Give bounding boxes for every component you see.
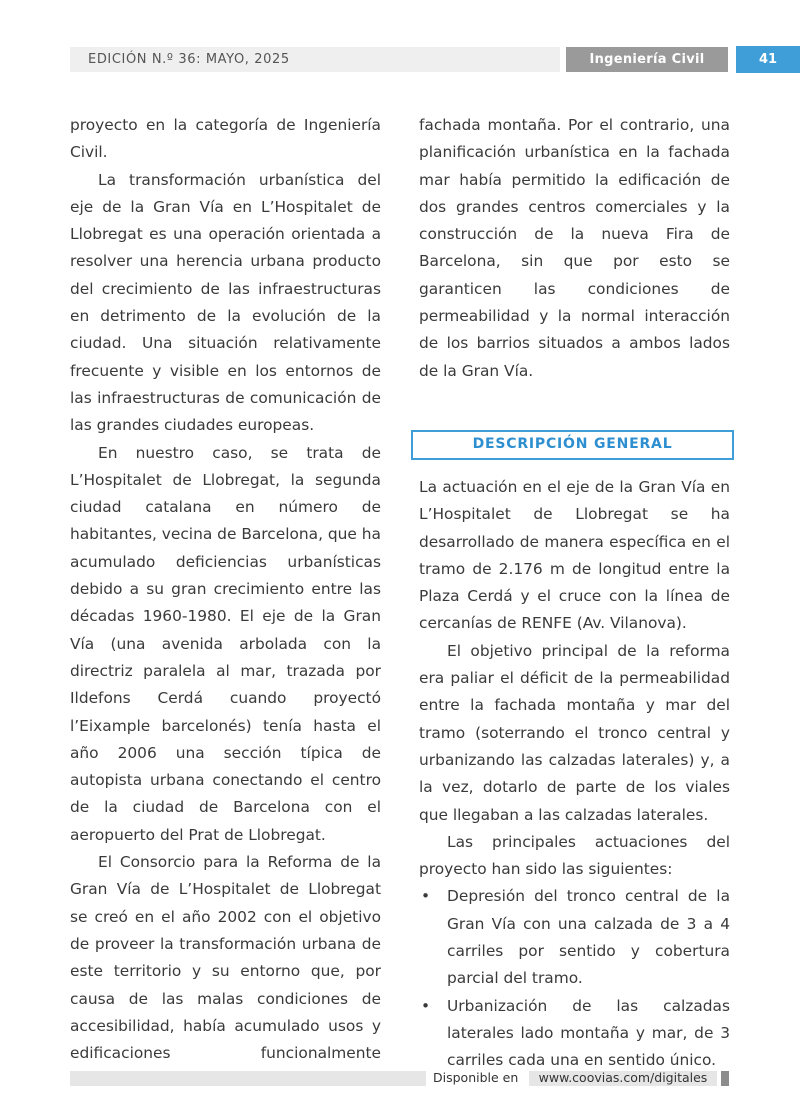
list-item [419,993,730,1075]
paragraph: La transformación urbanística del eje de la Gran Vía en L’Hospitalet de Llobregat es una operación orientada a resolver una herencia urbana producto del crecimiento de las infraestructuras en detrimento de la evolución de la ciudad. Una situación relativamente frecuente y visible en los entornos de las infraestructuras de comunicación de las grandes ciudades europeas. [70,170,381,435]
edition-label: EDICIÓN N.º 36: MAYO, 2025 [88,52,290,67]
paragraph: El objetivo principal de la reforma era paliar el déficit de la permeabilidad entre la fachada montaña y mar del tramo (soterrando el tronco central y urbanizando las calzadas laterales) y, a la vez, dotarlo de parte de los viales que llegaban a las calzadas laterales. [419,641,730,824]
paragraph: fachada montaña. Por el contrario, una planificación urbanística en la fachada mar había permitido la edificación de dos grandes centros comerciales y la construcción de la nueva Fira de Barcelona, sin que por esto se garanticen las condiciones de permeabilidad y la normal interacción de los barrios situados a ambos lados de la Gran Vía. [419,116,730,380]
footer-label: Disponible en [433,1070,519,1085]
paragraph: En nuestro caso, se trata de L’Hospitalet de Llobregat, la segunda ciudad catalana en número de habitantes, vecina de Barcelona, que ha acumulado deficiencias urbanísticas debido a su gran crecimiento entre las décadas 1960-1980. El eje de la Gran Vía (una avenida arbolada con la directriz paralela al mar, trazada por Ildefons Cerdá cuando proyectó l’Eixample barcelonés) tenía hasta el año 2006 una sección típica de autopista urbana conectando el centro de la ciudad de Barcelona con el aeropuerto del Prat de Llobregat. [70,443,381,844]
paragraph: El Consorcio para la Reforma de la Gran Vía de L’Hospitalet de Llobregat se creó en el año 2002 con el objetivo de proveer la transformación urbana de este territorio y su entorno que, por causa de las malas condiciones de accesibilidad, había acumulado usos y edificaciones funcionalmente [70,853,381,1063]
right-column [419,112,730,1075]
footer-url-link[interactable]: www.coovias.com/digitales [538,1070,708,1085]
bullet-list [419,883,730,1074]
bullet-icon: • [421,996,431,1015]
footer-end-block [721,1071,729,1086]
paragraph: proyecto en la categoría de Ingeniería Civil. [70,116,381,162]
footer-bar [70,1071,426,1086]
bullet-icon: • [421,887,431,906]
page-number: 41 [736,46,800,73]
paragraph: La actuación en el eje de la Gran Vía en L’Hospitalet de Llobregat se ha desarrollado de manera específica en el tramo de 2.176 m de longitud entre la Plaza Cerdá y el cruce con la línea de cercanías de RENFE (Av. Vilanova). [419,477,730,633]
section-tag: Ingeniería Civil [566,47,728,72]
list-item [419,883,730,992]
paragraph: Las principales actuaciones del proyecto han sido las siguientes: [419,832,730,879]
list-item-text: Depresión del tronco central de la Gran Vía con una calzada de 3 a 4 carriles por sentido y cobertura parcial del tramo. [447,887,730,988]
list-item-text: Urbanización de las calzadas laterales lado montaña y mar, de 3 carriles cada una en sentido único. [447,996,730,1070]
left-column [70,112,381,1095]
section-heading: DESCRIPCIÓN GENERAL [411,430,734,460]
